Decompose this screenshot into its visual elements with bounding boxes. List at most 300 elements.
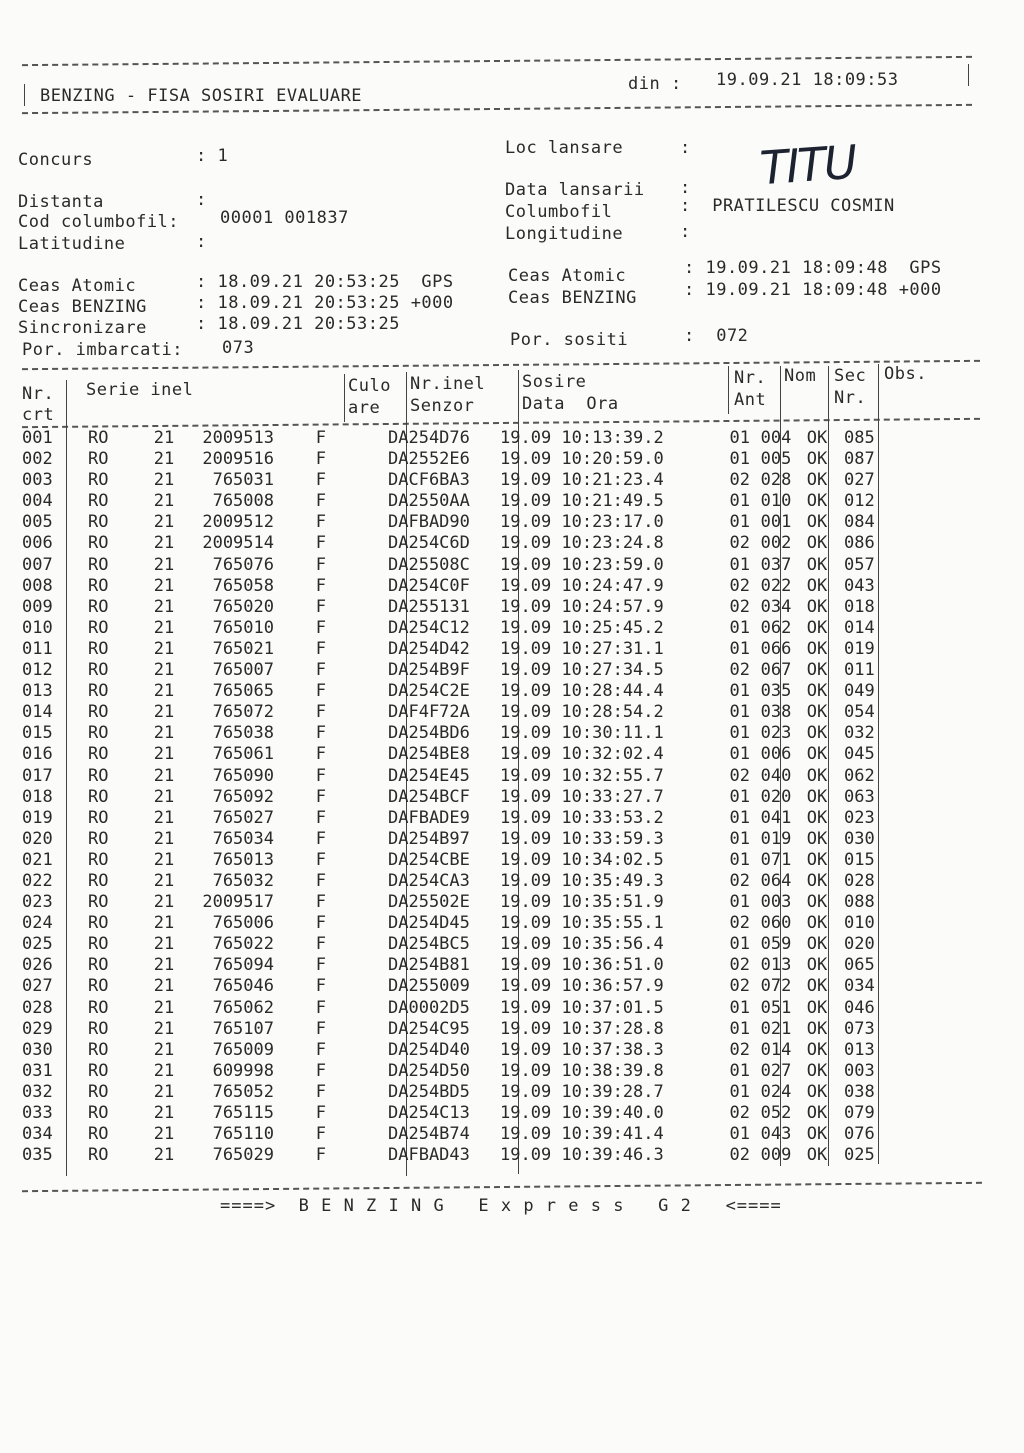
row-arrival: 19.09 10:36:57.9 <box>500 976 664 997</box>
row-nr: 015 <box>22 723 53 744</box>
row-nom: 035 <box>760 681 792 702</box>
row-antenna: 01 <box>729 1081 750 1102</box>
row-nr: 007 <box>22 554 53 575</box>
row-sex: F <box>315 765 326 786</box>
table-row <box>22 723 904 744</box>
row-security: OK <box>806 955 828 976</box>
row-country: RO <box>88 660 109 681</box>
table-row <box>22 1040 904 1061</box>
table-header-rule <box>22 418 980 428</box>
row-color <box>332 1124 388 1145</box>
row-country: RO <box>88 596 109 617</box>
row-nr: 016 <box>22 744 53 765</box>
row-color <box>332 1103 388 1124</box>
row-nr: 022 <box>22 870 53 891</box>
table-row <box>22 934 904 955</box>
row-sensor: DACF6BA3 <box>388 470 470 491</box>
row-antenna: 01 <box>729 1060 750 1081</box>
row-ring-number: 2009512 <box>202 512 274 533</box>
row-nom: 040 <box>760 765 792 786</box>
row-sex: F <box>315 660 326 681</box>
table-row <box>22 787 904 808</box>
table-row <box>22 1061 904 1082</box>
row-arrival: 19.09 10:27:31.1 <box>500 638 664 659</box>
row-sensor: DA254BD5 <box>388 1081 470 1102</box>
row-obs: 020 <box>844 934 875 955</box>
row-ring-number: 609998 <box>212 1060 274 1081</box>
table-row <box>22 428 904 449</box>
row-security: OK <box>806 681 828 702</box>
row-ring-number: 765061 <box>212 744 274 765</box>
row-ring-number: 765034 <box>212 828 274 849</box>
printer-footer: ====> B E N Z I N G E x p r e s s G 2 <==== <box>220 1196 782 1216</box>
row-color <box>332 998 388 1019</box>
row-country: RO <box>88 702 109 723</box>
row-ring-number: 765013 <box>212 849 274 870</box>
document-title: BENZING - FISA SOSIRI EVALUARE <box>40 86 363 106</box>
row-year: 21 <box>153 617 175 638</box>
cod-columbofil-label: Cod columbofil: <box>18 212 180 232</box>
row-obs: 023 <box>844 807 875 828</box>
col-senzor-header-1: Nr.inel <box>410 374 486 394</box>
row-antenna: 02 <box>729 976 750 997</box>
table-row <box>22 512 904 533</box>
row-color <box>332 618 388 639</box>
row-obs: 034 <box>844 976 875 997</box>
row-sensor: DA255131 <box>388 596 470 617</box>
row-security: OK <box>806 1145 828 1166</box>
row-obs: 076 <box>844 1124 875 1145</box>
row-color <box>332 808 388 829</box>
row-sex: F <box>315 828 326 849</box>
row-nr: 018 <box>22 786 53 807</box>
row-color <box>332 829 388 850</box>
row-country: RO <box>88 870 109 891</box>
row-security: OK <box>806 449 828 470</box>
row-nom: 051 <box>760 997 792 1018</box>
row-year: 21 <box>153 512 175 533</box>
row-sex: F <box>315 723 326 744</box>
row-nom: 021 <box>760 1018 792 1039</box>
row-year: 21 <box>153 765 175 786</box>
row-year: 21 <box>153 702 175 723</box>
row-nr: 034 <box>22 1124 53 1145</box>
row-color <box>332 766 388 787</box>
data-lansarii-label: Data lansarii <box>505 180 645 200</box>
row-color <box>332 555 388 576</box>
row-arrival: 19.09 10:30:11.1 <box>500 723 664 744</box>
distanta-value: : <box>196 190 207 210</box>
row-sex: F <box>315 1145 326 1166</box>
row-security: OK <box>806 1124 828 1145</box>
row-country: RO <box>88 449 109 470</box>
row-sensor: DA254C6D <box>388 533 470 554</box>
row-sex: F <box>315 1103 326 1123</box>
row-country: RO <box>88 976 109 997</box>
row-antenna: 02 <box>729 1039 750 1060</box>
row-year: 21 <box>153 470 175 491</box>
row-country: RO <box>88 638 109 659</box>
row-ring-number: 765092 <box>212 786 274 807</box>
col-sec-header-1: Sec <box>834 366 867 386</box>
row-year: 21 <box>153 934 175 955</box>
data-lansarii-value: : <box>680 178 691 198</box>
row-obs: 063 <box>844 786 875 807</box>
row-arrival: 19.09 10:23:17.0 <box>500 512 664 533</box>
row-sex: F <box>315 934 326 955</box>
row-country: RO <box>88 723 109 744</box>
row-year: 21 <box>153 807 175 828</box>
row-nom: 059 <box>760 934 792 955</box>
row-country: RO <box>88 1081 109 1102</box>
header-top-rule <box>22 56 972 66</box>
row-nom: 004 <box>760 428 792 448</box>
row-arrival: 19.09 10:39:40.0 <box>500 1103 664 1123</box>
row-ring-number: 765038 <box>212 723 274 744</box>
row-antenna: 02 <box>729 596 750 617</box>
row-security: OK <box>806 870 828 891</box>
row-sex: F <box>315 596 326 617</box>
row-nom: 071 <box>760 849 792 870</box>
col-ant-header-2: Ant <box>734 390 767 410</box>
row-sex: F <box>315 1039 326 1060</box>
row-nom: 062 <box>760 617 792 638</box>
row-year: 21 <box>153 1145 175 1166</box>
row-obs: 012 <box>844 491 875 512</box>
row-sex: F <box>315 702 326 723</box>
row-color <box>332 470 388 491</box>
table-row <box>22 955 904 976</box>
row-nr: 013 <box>22 681 53 702</box>
row-sensor: DA254BD6 <box>388 723 470 744</box>
row-nr: 003 <box>22 470 53 491</box>
row-color <box>332 597 388 618</box>
arrivals-table-body <box>22 428 904 1166</box>
row-color <box>332 660 388 681</box>
row-nom: 066 <box>760 638 792 659</box>
row-ring-number: 765052 <box>212 1081 274 1102</box>
row-antenna: 02 <box>729 1145 750 1166</box>
row-sensor: DA254C0F <box>388 575 470 596</box>
row-sex: F <box>315 870 326 891</box>
row-antenna: 01 <box>729 1018 750 1039</box>
row-ring-number: 765065 <box>212 681 274 702</box>
row-sex: F <box>315 638 326 659</box>
row-sensor: DA0002D5 <box>388 997 470 1018</box>
row-security: OK <box>806 617 828 638</box>
row-nom: 013 <box>760 955 792 976</box>
row-sex: F <box>315 807 326 828</box>
row-sensor: DAFBAD90 <box>388 512 470 533</box>
row-nr: 032 <box>22 1081 53 1102</box>
row-nom: 022 <box>760 575 792 596</box>
row-arrival: 19.09 10:35:51.9 <box>500 892 664 913</box>
row-country: RO <box>88 765 109 786</box>
row-year: 21 <box>153 955 175 976</box>
row-ring-number: 765020 <box>212 596 274 617</box>
row-nr: 010 <box>22 617 53 638</box>
row-country: RO <box>88 512 109 533</box>
row-nr: 005 <box>22 512 53 533</box>
row-security: OK <box>806 1103 828 1123</box>
row-country: RO <box>88 470 109 491</box>
row-antenna: 01 <box>729 428 750 448</box>
row-nr: 028 <box>22 997 53 1018</box>
row-security: OK <box>806 1018 828 1039</box>
table-row <box>22 491 904 512</box>
row-nr: 019 <box>22 807 53 828</box>
row-country: RO <box>88 849 109 870</box>
row-year: 21 <box>153 892 175 913</box>
row-year: 21 <box>153 723 175 744</box>
row-security: OK <box>806 1039 828 1060</box>
row-nom: 060 <box>760 913 792 934</box>
col-ant-header-1: Nr. <box>734 368 767 388</box>
row-sex: F <box>315 449 326 470</box>
row-antenna: 02 <box>729 660 750 681</box>
row-obs: 088 <box>844 892 875 913</box>
row-color <box>332 787 388 808</box>
sep-sosire <box>728 366 729 414</box>
row-color <box>332 681 388 702</box>
row-arrival: 19.09 10:27:34.5 <box>500 660 664 681</box>
row-country: RO <box>88 1145 109 1166</box>
row-antenna: 01 <box>729 638 750 659</box>
row-ring-number: 765008 <box>212 491 274 512</box>
row-ring-number: 765032 <box>212 870 274 891</box>
row-obs: 087 <box>844 449 875 470</box>
table-row <box>22 618 904 639</box>
ceas-benzing-end-label: Ceas BENZING <box>508 288 637 308</box>
row-nr: 020 <box>22 828 53 849</box>
row-nr: 012 <box>22 660 53 681</box>
row-country: RO <box>88 575 109 596</box>
row-sensor: DA254D76 <box>388 428 470 448</box>
row-arrival: 19.09 10:32:55.7 <box>500 765 664 786</box>
row-arrival: 19.09 10:37:01.5 <box>500 997 664 1018</box>
row-nom: 010 <box>760 491 792 512</box>
ceas-atomic-start-label: Ceas Atomic <box>18 276 137 296</box>
row-antenna: 01 <box>729 681 750 702</box>
row-security: OK <box>806 828 828 849</box>
ceas-atomic-end-label: Ceas Atomic <box>508 266 627 286</box>
concurs-label: Concurs <box>18 150 94 170</box>
row-arrival: 19.09 10:35:49.3 <box>500 870 664 891</box>
row-color <box>332 1061 388 1082</box>
row-year: 21 <box>153 913 175 934</box>
row-antenna: 01 <box>729 491 750 512</box>
table-row <box>22 449 904 470</box>
row-security: OK <box>806 934 828 955</box>
row-ring-number: 765046 <box>212 976 274 997</box>
row-arrival: 19.09 10:28:44.4 <box>500 681 664 702</box>
row-country: RO <box>88 955 109 976</box>
table-row <box>22 744 904 765</box>
row-obs: 003 <box>844 1060 875 1081</box>
row-nr: 027 <box>22 976 53 997</box>
row-antenna: 01 <box>729 786 750 807</box>
row-nr: 009 <box>22 596 53 617</box>
row-nom: 024 <box>760 1081 792 1102</box>
table-row <box>22 871 904 892</box>
row-nr: 011 <box>22 638 53 659</box>
table-row <box>22 639 904 660</box>
col-sec-header-2: Nr. <box>834 388 867 408</box>
sincronizare-value: : 18.09.21 20:53:25 <box>196 314 400 334</box>
row-antenna: 02 <box>729 765 750 786</box>
row-sensor: DA254D42 <box>388 638 470 659</box>
row-antenna: 01 <box>729 449 750 470</box>
table-row <box>22 470 904 491</box>
row-sensor: DA2550AA <box>388 491 470 512</box>
row-nom: 009 <box>760 1145 792 1166</box>
table-row <box>22 1019 904 1040</box>
columbofil-value: : PRATILESCU COSMIN <box>680 196 895 216</box>
row-color <box>332 955 388 976</box>
col-culoare-header-1: Culo <box>348 376 391 396</box>
row-ring-number: 765072 <box>212 702 274 723</box>
row-color <box>332 512 388 533</box>
row-security: OK <box>806 660 828 681</box>
row-nr: 031 <box>22 1060 53 1081</box>
row-ring-number: 765010 <box>212 617 274 638</box>
row-sex: F <box>315 786 326 807</box>
row-arrival: 19.09 10:36:51.0 <box>500 955 664 976</box>
ceas-atomic-end-value: : 19.09.21 18:09:48 GPS <box>684 258 942 278</box>
row-sex: F <box>315 554 326 575</box>
row-ring-number: 765058 <box>212 575 274 596</box>
row-obs: 079 <box>844 1103 875 1123</box>
row-color <box>332 576 388 597</box>
row-year: 21 <box>153 638 175 659</box>
col-nr-header-2: crt <box>22 405 55 425</box>
row-color <box>332 702 388 723</box>
row-security: OK <box>806 892 828 913</box>
table-row <box>22 850 904 871</box>
row-nom: 001 <box>760 512 792 533</box>
row-obs: 084 <box>844 512 875 533</box>
row-color <box>332 428 388 449</box>
row-nom: 043 <box>760 1124 792 1145</box>
row-nom: 038 <box>760 702 792 723</box>
longitudine-value: : <box>680 222 691 242</box>
row-year: 21 <box>153 1018 175 1039</box>
row-nr: 001 <box>22 428 53 448</box>
row-nom: 037 <box>760 554 792 575</box>
row-country: RO <box>88 1039 109 1060</box>
row-antenna: 01 <box>729 617 750 638</box>
row-security: OK <box>806 765 828 786</box>
row-arrival: 19.09 10:39:41.4 <box>500 1124 664 1145</box>
row-ring-number: 765090 <box>212 765 274 786</box>
row-ring-number: 2009513 <box>202 428 274 448</box>
row-nom: 014 <box>760 1039 792 1060</box>
row-nr: 008 <box>22 575 53 596</box>
row-nr: 026 <box>22 955 53 976</box>
row-antenna: 01 <box>729 744 750 765</box>
col-serie-header: Serie inel <box>86 380 194 400</box>
row-ring-number: 765006 <box>212 913 274 934</box>
row-obs: 013 <box>844 1039 875 1060</box>
row-ring-number: 765031 <box>212 470 274 491</box>
row-nom: 027 <box>760 1060 792 1081</box>
row-year: 21 <box>153 1060 175 1081</box>
table-row <box>22 702 904 723</box>
row-sex: F <box>315 955 326 976</box>
row-color <box>332 1040 388 1061</box>
row-color <box>332 723 388 744</box>
row-sex: F <box>315 512 326 533</box>
row-security: OK <box>806 997 828 1018</box>
row-nr: 033 <box>22 1103 53 1123</box>
row-nr: 035 <box>22 1145 53 1166</box>
row-ring-number: 2009516 <box>202 449 274 470</box>
ceas-benzing-start-value: : 18.09.21 20:53:25 +000 <box>196 293 454 313</box>
row-year: 21 <box>153 660 175 681</box>
row-nom: 064 <box>760 870 792 891</box>
row-arrival: 19.09 10:34:02.5 <box>500 849 664 870</box>
row-nom: 023 <box>760 723 792 744</box>
row-security: OK <box>806 702 828 723</box>
table-bottom-rule <box>22 1182 982 1192</box>
row-sensor: DA254C13 <box>388 1103 470 1123</box>
row-antenna: 02 <box>729 533 750 554</box>
row-security: OK <box>806 596 828 617</box>
row-security: OK <box>806 1060 828 1081</box>
row-sensor: DA25502E <box>388 892 470 913</box>
table-row <box>22 597 904 618</box>
row-arrival: 19.09 10:21:23.4 <box>500 470 664 491</box>
row-security: OK <box>806 976 828 997</box>
row-color <box>332 1082 388 1103</box>
table-row <box>22 1103 904 1124</box>
col-obs-header: Obs. <box>884 364 927 384</box>
row-security: OK <box>806 491 828 512</box>
row-security: OK <box>806 744 828 765</box>
row-obs: 086 <box>844 533 875 554</box>
row-sensor: DA254CA3 <box>388 870 470 891</box>
row-country: RO <box>88 934 109 955</box>
row-arrival: 19.09 10:35:56.4 <box>500 934 664 955</box>
row-color <box>332 639 388 660</box>
row-country: RO <box>88 997 109 1018</box>
row-sensor: DA25508C <box>388 554 470 575</box>
row-security: OK <box>806 1081 828 1102</box>
row-obs: 011 <box>844 660 875 681</box>
row-year: 21 <box>153 596 175 617</box>
row-year: 21 <box>153 575 175 596</box>
row-color <box>332 913 388 934</box>
row-sex: F <box>315 470 326 491</box>
row-country: RO <box>88 807 109 828</box>
col-sosire-header-1: Sosire <box>522 372 587 392</box>
row-antenna: 02 <box>729 955 750 976</box>
row-antenna: 01 <box>729 554 750 575</box>
row-nom: 067 <box>760 660 792 681</box>
row-obs: 046 <box>844 997 875 1018</box>
row-sex: F <box>315 976 326 997</box>
row-arrival: 19.09 10:13:39.2 <box>500 428 664 448</box>
row-sensor: DA254B9F <box>388 660 470 681</box>
longitudine-label: Longitudine <box>505 224 624 244</box>
row-security: OK <box>806 638 828 659</box>
row-sensor: DA254B74 <box>388 1124 470 1145</box>
row-sensor: DA254B81 <box>388 955 470 976</box>
row-obs: 043 <box>844 575 875 596</box>
por-imbarcati-value: 073 <box>222 338 255 358</box>
row-arrival: 19.09 10:25:45.2 <box>500 617 664 638</box>
row-antenna: 01 <box>729 1124 750 1145</box>
